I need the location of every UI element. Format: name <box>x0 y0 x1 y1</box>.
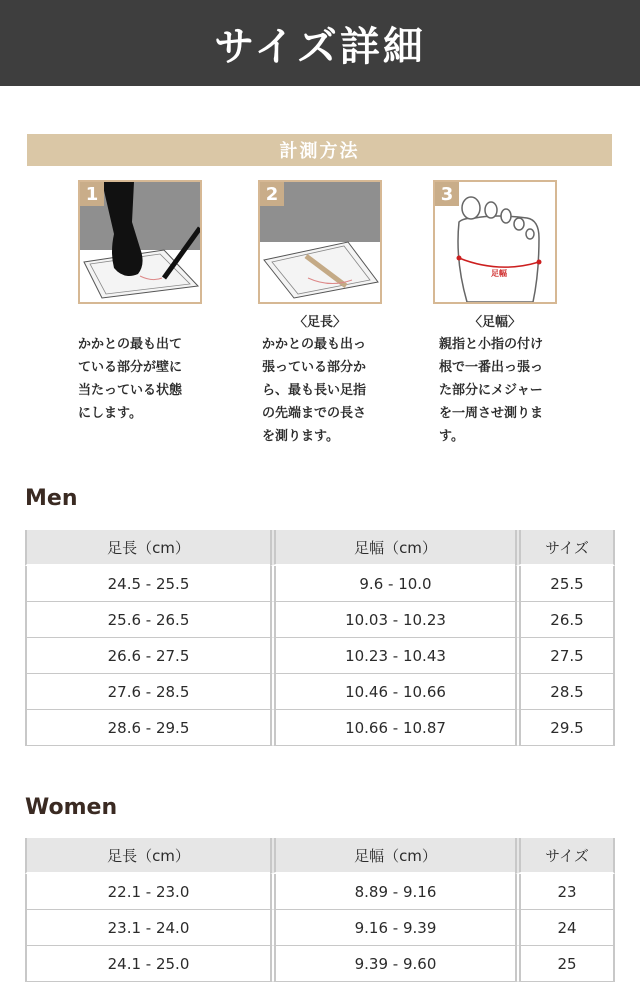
size-header: サイズ <box>515 838 615 874</box>
size-cell: 26.5 <box>515 602 615 638</box>
foot-width-header: 足幅（cm） <box>270 530 515 566</box>
step-3-line: す。 <box>439 429 464 444</box>
page-header <box>0 0 640 86</box>
foot-length-cell: 25.6 - 26.5 <box>25 602 270 638</box>
step-1-line: にします。 <box>78 406 142 421</box>
foot-length-cell: 24.1 - 25.0 <box>25 946 270 982</box>
step-3-number: 3 <box>435 182 459 206</box>
foot-width-label: 足幅 <box>491 269 507 278</box>
step-2-line: の先端までの長さ <box>262 406 367 421</box>
method-title: 計測方法 <box>279 141 360 162</box>
size-cell: 29.5 <box>515 710 615 746</box>
foot-length-cell: 24.5 - 25.5 <box>25 566 270 602</box>
table-row <box>25 710 615 746</box>
size-header: サイズ <box>515 530 615 566</box>
table-row <box>25 566 615 602</box>
table-header-row <box>25 838 615 874</box>
foot-width-cell: 10.46 - 10.66 <box>270 674 515 710</box>
table-row <box>25 874 615 910</box>
step-3-illustration <box>433 180 557 304</box>
step-3-caption: 〈足幅〉 <box>468 315 521 330</box>
foot-length-cell: 26.6 - 27.5 <box>25 638 270 674</box>
foot-width-cell: 9.16 - 9.39 <box>270 910 515 946</box>
step-1-text <box>78 333 210 425</box>
foot-width-cell: 10.03 - 10.23 <box>270 602 515 638</box>
foot-length-cell: 23.1 - 24.0 <box>25 910 270 946</box>
foot-length-cell: 27.6 - 28.5 <box>25 674 270 710</box>
step-1-number: 1 <box>80 182 104 206</box>
size-cell: 25.5 <box>515 566 615 602</box>
size-cell: 24 <box>515 910 615 946</box>
foot-width-cell: 9.6 - 10.0 <box>270 566 515 602</box>
size-cell: 23 <box>515 874 615 910</box>
table-row <box>25 674 615 710</box>
table-row <box>25 946 615 982</box>
table-header-row <box>25 530 615 566</box>
step-2-line: を測ります。 <box>262 429 339 444</box>
size-cell: 28.5 <box>515 674 615 710</box>
size-cell: 25 <box>515 946 615 982</box>
foot-width-cell: 8.89 - 9.16 <box>270 874 515 910</box>
step-3-text <box>439 333 571 448</box>
step-3-line: を一周させ測りま <box>439 406 544 421</box>
table-row <box>25 638 615 674</box>
step-3-line: 親指と小指の付け <box>439 337 544 352</box>
method-title-bar <box>27 134 612 166</box>
step-1-line: ている部分が壁に <box>78 360 183 375</box>
step-3-line: た部分にメジャー <box>439 383 543 398</box>
foot-width-header: 足幅（cm） <box>270 838 515 874</box>
foot-width-cell: 10.66 - 10.87 <box>270 710 515 746</box>
page-title: サイズ詳細 <box>214 23 426 70</box>
step-2-text <box>262 333 394 448</box>
step-1-line: 当たっている状態 <box>78 383 183 398</box>
step-2-line: 張っている部分か <box>262 360 367 375</box>
foot-width-cell: 10.23 - 10.43 <box>270 638 515 674</box>
table-row <box>25 910 615 946</box>
foot-length-header: 足長（cm） <box>25 838 270 874</box>
step-1-line: かかとの最も出て <box>78 337 183 352</box>
step-3-line: 根で一番出っ張っ <box>439 360 544 375</box>
foot-width-cell: 9.39 - 9.60 <box>270 946 515 982</box>
men-section-title: Men <box>25 486 78 511</box>
step-2-line: かかとの最も出っ <box>262 337 367 352</box>
step-2-number: 2 <box>260 182 284 206</box>
foot-length-cell: 28.6 - 29.5 <box>25 710 270 746</box>
size-cell: 27.5 <box>515 638 615 674</box>
women-size-table <box>25 838 615 982</box>
men-size-table <box>25 530 615 746</box>
foot-length-cell: 22.1 - 23.0 <box>25 874 270 910</box>
step-2-caption: 〈足長〉 <box>293 315 346 330</box>
step-2-line: ら、最も長い足指 <box>262 383 367 398</box>
foot-length-header: 足長（cm） <box>25 530 270 566</box>
women-section-title: Women <box>25 795 118 820</box>
step-2-illustration <box>258 180 382 304</box>
step-1-illustration <box>78 180 202 304</box>
table-row <box>25 602 615 638</box>
